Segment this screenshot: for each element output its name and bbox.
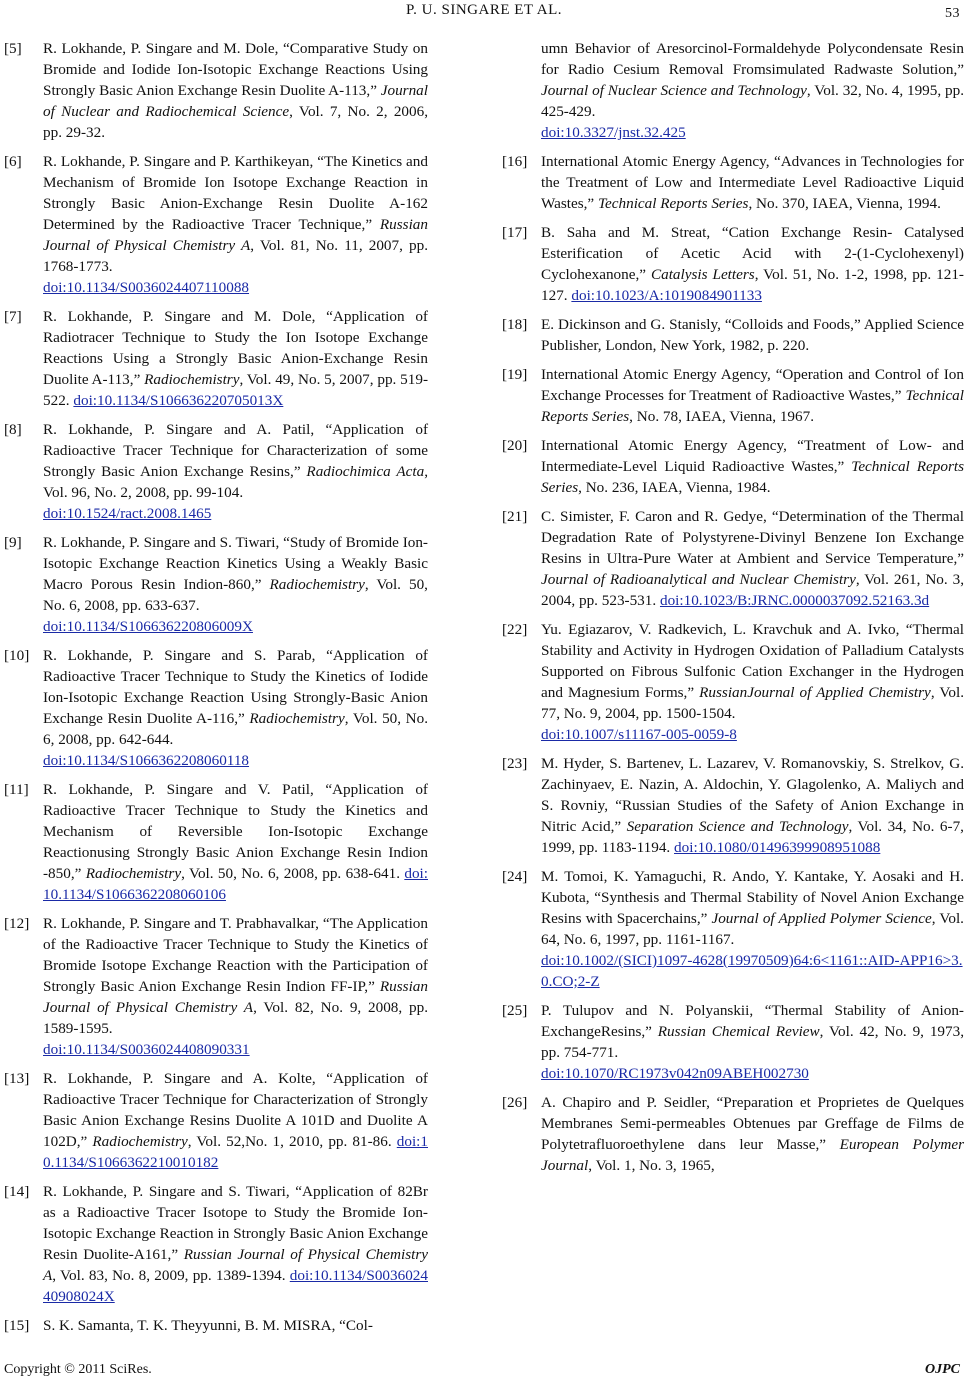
reference-entry [502, 753, 964, 858]
reference-entry [4, 306, 428, 411]
reference-entry [4, 1068, 428, 1173]
reference-text [541, 1092, 964, 1176]
reference-entry [4, 1315, 428, 1336]
reference-authors-title: A. Chapiro and P. Seidler, “Preparation et Proprietes de Quelques Membranes Semi-permeables Obtenues par Greffage de Films de Polytetrafluoroethylene dans leur Masse,” [541, 1094, 964, 1153]
reference-details: , Vol. 82, No. 9, 2008, pp. 1589-1595. [43, 999, 428, 1037]
reference-entry [502, 435, 964, 498]
reference-journal: Journal of Radioanalytical and Nuclear Chemistry [541, 571, 856, 588]
reference-authors-title: umn Behavior of Aresorcinol-Formaldehyde Polycondensate Resin for Radio Cesium Removal Fromsimulated Radwaste Solution,” [541, 40, 964, 78]
reference-entry [4, 532, 428, 637]
reference-details: , Vol. 49, No. 5, 2007, pp. 519-522. [43, 371, 428, 409]
reference-entry [502, 1000, 964, 1084]
reference-authors-title: R. Lokhande, P. Singare and V. Patil, “Application of Radioactive Tracer Technique to Study the Kinetics and Mechanism of Reversible Ion-Isotopic Exchange Reactionusing Strongly Basic Anion Exchange Resin Indion -850,” [43, 781, 428, 882]
reference-authors-title: R. Lokhande, P. Singare and M. Dole, “Application of Radiotracer Technique to Study the Ion Isotope Exchange Reactions Using a Strongly Basic Anion-Exchange Resin Duolite A-113,” [43, 308, 428, 388]
reference-number: [19] [502, 366, 528, 383]
doi-link[interactable]: doi:10.1134/S1066362210010182 [43, 1133, 428, 1171]
reference-authors-title: C. Simister, F. Caron and R. Gedye, “Determination of the Thermal Degradation Rate of Polystyrene-Divinyl Benzene Ion Exchange Resins in Ultra-Pure Water at Ambient and Service Temperature,” [541, 508, 964, 567]
reference-details: , Vol. 64, No. 6, 1997, pp. 1161-1167. [541, 910, 964, 948]
reference-journal: Journal of Nuclear and Radiochemical Science [43, 82, 428, 120]
reference-text [43, 532, 428, 637]
reference-number: [6] [4, 153, 22, 170]
reference-number: [22] [502, 621, 528, 638]
reference-number: [18] [502, 316, 528, 333]
page-number: 53 [945, 6, 960, 21]
reference-details: , Vol. 42, No. 9, 1973, pp. 754-771. [541, 1023, 964, 1061]
reference-journal: Radiochimica Acta [306, 463, 425, 480]
reference-journal: Russian Chemical Review [657, 1023, 820, 1040]
reference-authors-title: International Atomic Energy Agency, “Treatment of Low- and Intermediate-Level Liquid Radioactive Wastes,” [541, 437, 964, 475]
reference-entry [502, 222, 964, 306]
reference-entry [502, 314, 964, 356]
reference-authors-title: P. Tulupov and N. Polyanskii, “Thermal Stability of Anion-ExchangeResins,” [541, 1002, 964, 1040]
doi-link[interactable]: doi:10.1134/S0036024408090331 [43, 1041, 250, 1058]
reference-authors-title: M. Hyder, S. Bartenev, L. Lazarev, V. Romanovskiy, S. Strelkov, G. Zachinyaev, E. Nazin, A. Aldochin, Y. Glagolenko, A. Maliych and S. Rovniy, “Russian Studies of the Safety of Anion Exchange in Nitric Acid,” [541, 755, 964, 835]
reference-journal: Journal of Applied Polymer Science [711, 910, 932, 927]
reference-journal: Radiochemistry [92, 1133, 188, 1150]
doi-link[interactable]: doi:10.3327/jnst.32.425 [541, 124, 686, 141]
reference-journal: Radiochemistry [249, 710, 345, 727]
reference-details: , Vol. 77, No. 9, 2004, pp. 1500-1504. [541, 684, 964, 722]
journal-abbreviation: OJPC [925, 1362, 960, 1377]
reference-authors-title: R. Lokhande, P. Singare and M. Dole, “Comparative Study on Bromide and Iodide Ion-Isotopic Exchange Reactions Using Strongly Basic Anion Exchange Resin Duolite A-113,” [43, 40, 428, 99]
doi-link[interactable]: doi:10.1080/01496399908951088 [674, 839, 881, 856]
reference-authors-title: M. Tomoi, K. Yamaguchi, R. Ando, Y. Kantake, Y. Aosaki and H. Kubota, “Synthesis and Thermal Stability of Novel Anion Exchange Resins with Spacerchains,” [541, 868, 964, 927]
reference-entry [4, 779, 428, 905]
reference-authors-title: R. Lokhande, P. Singare and A. Kolte, “Application of Radioactive Tracer Technique for Characterization of Strongly Basic Anion Exchange Resins Duolite A 101D and Duolite A 102D,” [43, 1070, 428, 1150]
reference-text [43, 645, 428, 771]
reference-journal: Russian Journal of Physical Chemistry A [43, 216, 428, 254]
reference-entry [502, 38, 964, 143]
reference-number: [13] [4, 1070, 30, 1087]
reference-number: [5] [4, 40, 22, 57]
reference-entry [4, 151, 428, 298]
reference-details: , Vol. 32, No. 4, 1995, pp. 425-429. [541, 82, 964, 120]
reference-text [43, 779, 428, 905]
reference-authors-title: R. Lokhande, P. Singare and P. Karthikeyan, “The Kinetics and Mechanism of Bromide Ion Isotope Exchange Reaction in Strongly Basic Anion-Exchange Resin Duolite A-162 Determined by the Radioactive Tracer Technique,” [43, 153, 428, 233]
reference-journal: Journal of Nuclear Science and Technology [541, 82, 807, 99]
reference-details: , Vol. 50, No. 6, 2008, pp. 638-641. [181, 865, 405, 882]
reference-text [43, 151, 428, 298]
reference-authors-title: R. Lokhande, P. Singare and S. Tiwari, “Study of Bromide Ion-Isotopic Exchange Reaction Kinetics Using a Weakly Basic Macro Porous Resin Indion-860,” [43, 534, 428, 593]
reference-text [43, 1068, 428, 1173]
doi-link[interactable]: doi:10.1524/ract.2008.1465 [43, 505, 212, 522]
doi-link[interactable]: doi:10.1134/S1066362208060106 [43, 865, 428, 903]
reference-journal: Technical Reports Series [541, 387, 964, 425]
reference-number: [24] [502, 868, 528, 885]
reference-details: , Vol. 83, No. 8, 2009, pp. 1389-1394. [52, 1267, 290, 1284]
reference-text [43, 306, 428, 411]
reference-journal: Technical Reports Series [597, 195, 749, 212]
reference-authors-title: E. Dickinson and G. Stanisly, “Colloids and Foods,” Applied Science Publisher, London, New York, 1982, p. 220. [541, 316, 964, 354]
doi-link[interactable]: doi:10.1023/A:1019084901133 [571, 287, 762, 304]
doi-link[interactable]: doi:10.1023/B:JRNC.0000037092.52163.3d [659, 592, 930, 609]
reference-entry [4, 913, 428, 1060]
reference-text [541, 1000, 964, 1084]
reference-entry [4, 38, 428, 143]
reference-details: , No. 370, IAEA, Vienna, 1994. [748, 195, 941, 212]
reference-number: [15] [4, 1317, 30, 1334]
reference-entry [502, 364, 964, 427]
reference-text [541, 151, 964, 214]
reference-number: [9] [4, 534, 22, 551]
reference-number: [25] [502, 1002, 528, 1019]
reference-text [541, 619, 964, 745]
reference-number: [14] [4, 1183, 30, 1200]
reference-journal: Separation Science and Technology [626, 818, 849, 835]
reference-text [541, 364, 964, 427]
reference-entry [4, 645, 428, 771]
copyright-notice: Copyright © 2011 SciRes. [4, 1362, 152, 1377]
reference-journal: European Polymer Journal [541, 1136, 964, 1174]
reference-details: , Vol. 50, No. 6, 2008, pp. 633-637. [43, 576, 428, 614]
reference-text [541, 866, 964, 992]
reference-journal: Technical Reports Series [541, 458, 964, 496]
reference-text [541, 314, 964, 356]
reference-details: , Vol. 81, No. 11, 2007, pp. 1768-1773. [43, 237, 428, 275]
page-footer [0, 1362, 968, 1384]
reference-number [502, 38, 541, 143]
reference-details: , Vol. 1, No. 3, 1965, [588, 1157, 715, 1174]
reference-details: , Vol. 50, No. 6, 2008, pp. 642-644. [43, 710, 429, 748]
reference-entry [502, 151, 964, 214]
reference-number: [17] [502, 224, 528, 241]
reference-details: , Vol. 51, No. 1-2, 1998, pp. 121-127. [541, 266, 964, 304]
reference-entry [502, 619, 964, 745]
reference-number: [21] [502, 508, 528, 525]
reference-journal: Russian Journal of Physical Chemistry A [43, 978, 428, 1016]
reference-authors-title: R. Lokhande, P. Singare and S. Tiwari, “Application of 82Br as a Radioactive Tracer Isotope to Study the Bromide Ion-Isotopic Exchange Reaction in Strongly Basic Anion Exchange Resin Duolite-A161,” [43, 1183, 428, 1263]
reference-text [541, 506, 964, 611]
reference-text [541, 222, 964, 306]
reference-number: [23] [502, 755, 528, 772]
reference-journal: Radiochemistry [269, 576, 365, 593]
reference-column-right [502, 38, 964, 1184]
reference-authors-title: Yu. Egiazarov, V. Radkevich, L. Kravchuk and A. Ivko, “Thermal Stability and Activity in Hydrogen Oxidation of Palladium Catalysts Supported on Fibrous Sulfonic Cation Exchanger in the Hydrogen and Magnesium Forms,” [541, 621, 964, 701]
reference-details: , No. 78, IAEA, Vienna, 1967. [629, 408, 815, 425]
reference-text [43, 913, 428, 1060]
reference-authors-title: International Atomic Energy Agency, “Operation and Control of Ion Exchange Processes for Treatment of Radioactive Wastes,” [541, 366, 964, 404]
reference-text [541, 38, 964, 143]
doi-link[interactable]: doi:10.1070/RC1973v042n09ABEH002730 [541, 1065, 809, 1082]
reference-number: [12] [4, 915, 30, 932]
reference-text [43, 38, 428, 143]
reference-details: , Vol. 52,No. 1, 2010, pp. 81-86. [187, 1133, 397, 1150]
doi-link[interactable]: doi:10.1134/S1066362208060118 [43, 752, 250, 769]
doi-link[interactable]: doi:10.1007/s11167-005-0059-8 [541, 726, 737, 743]
reference-details: , Vol. 96, No. 2, 2008, pp. 99-104. [43, 463, 428, 501]
reference-journal: Radiochemistry [85, 865, 182, 882]
reference-details: , Vol. 261, No. 3, 2004, pp. 523-531. [541, 571, 965, 609]
reference-number: [26] [502, 1094, 528, 1111]
reference-text [541, 753, 964, 858]
reference-number: [10] [4, 647, 30, 664]
reference-entry [4, 1181, 428, 1307]
doi-link[interactable]: doi:10.1134/S0036024407110088 [43, 279, 250, 296]
reference-text [43, 419, 428, 524]
reference-number: [11] [4, 781, 29, 798]
reference-entry [502, 1092, 964, 1176]
reference-authors-title: R. Lokhande, P. Singare and A. Patil, “Application of Radioactive Tracer Technique for Characterization of some Strongly Basic Anion Exchange Resins,” [43, 421, 428, 480]
reference-journal: Russian Journal of Physical Chemistry A [43, 1246, 428, 1284]
reference-entry [502, 866, 964, 992]
reference-authors-title: International Atomic Energy Agency, “Advances in Technologies for the Treatment of Low and Intermediate Level Radioactive Liquid Wastes,” [541, 153, 964, 212]
reference-details: , Vol. 34, No. 6-7, 1999, pp. 1183-1194. [541, 818, 964, 856]
reference-number: [20] [502, 437, 528, 454]
doi-link[interactable]: doi:10.1134/S106636220705013X [73, 392, 284, 409]
doi-link[interactable]: doi:10.1002/(SICI)1097-4628(19970509)64:6<1161::AID-APP16>3.0.CO;2-Z [541, 952, 963, 990]
reference-text [541, 435, 964, 498]
page-header [0, 2, 968, 24]
reference-authors-title: S. K. Samanta, T. K. Theyyunni, B. M. MISRA, “Col- [43, 1317, 373, 1334]
reference-journal: Catalysis Letters [650, 266, 755, 283]
running-head: P. U. SINGARE ET AL. [406, 2, 562, 18]
reference-number: [7] [4, 308, 22, 325]
reference-text [43, 1181, 428, 1307]
reference-authors-title: R. Lokhande, P. Singare and S. Parab, “Application of Radioactive Tracer Technique to Study the Kinetics of Iodide Ion-Isotopic Exchange Reaction Using Strongly-Basic Anion Exchange Resin Duolite A-116,” [43, 647, 428, 727]
reference-details: , Vol. 7, No. 2, 2006, pp. 29-32. [43, 103, 428, 141]
reference-entry [502, 506, 964, 611]
doi-link[interactable]: doi:10.1134/S106636220806009X [43, 618, 253, 635]
reference-journal: RussianJournal of Applied Chemistry [699, 684, 931, 701]
reference-number: [16] [502, 153, 528, 170]
reference-details: , No. 236, IAEA, Vienna, 1984. [578, 479, 771, 496]
reference-text [43, 1315, 428, 1336]
reference-number: [8] [4, 421, 22, 438]
reference-column-left [4, 38, 428, 1344]
doi-link[interactable]: doi:10.1134/S003602440908024X [43, 1267, 428, 1305]
reference-authors-title: R. Lokhande, P. Singare and T. Prabhavalkar, “The Application of the Radioactive Tracer Technique to Study the Kinetics of Bromide Isotope Exchange Reaction with the Participation of Strongly Basic Anion Exchange Resin Indion FF-IP,” [43, 915, 428, 995]
reference-entry [4, 419, 428, 524]
reference-authors-title: B. Saha and M. Streat, “Cation Exchange Resin- Catalysed Esterification of Acetic Acid with 2-(1-Cyclohexenyl) Cyclohexanone,” [541, 224, 964, 283]
reference-journal: Radiochemistry [144, 371, 240, 388]
